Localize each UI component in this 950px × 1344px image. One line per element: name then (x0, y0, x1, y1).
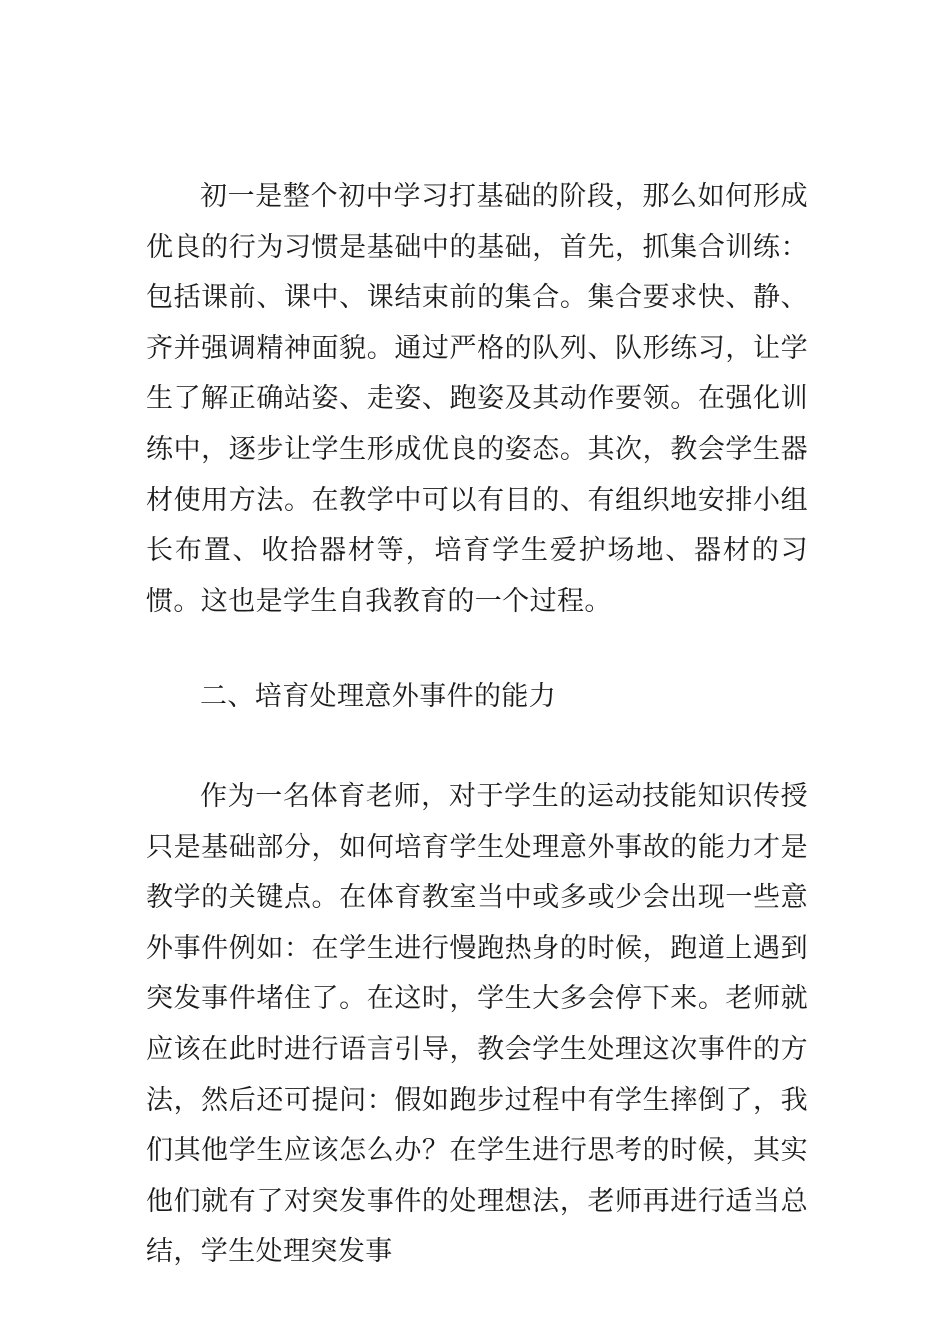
section-heading: 二、培育处理意外事件的能力 (200, 681, 557, 712)
body-paragraph: 作为一名体育老师，对于学生的运动技能知识传授只是基础部分，如何培育学生处理意外事故的能力才是教学的关键点。在体育教室当中或多或少会出现一些意外事件例如：在学生进行慢跑热身的时候，跑道上遇到突发事件堵住了。在这时，学生大多会停下来。老师就应该在此时进行语言引导，教会学生处理这次事件的方法，然后还可提问：假如跑步过程中有学生摔倒了，我们其他学生应该怎么办？在学生进行思考的时候，其实他们就有了对突发事件的处理想法，老师再进行适当总结，学生处理突发事 (146, 781, 808, 1268)
body-paragraph: 初一是整个初中学习打基础的阶段，那么如何形成优良的行为习惯是基础中的基础，首先，抓集合训练：包括课前、课中、课结束前的集合。集合要求快、静、齐并强调精神面貌。通过严格的队列、队形练习，让学生了解正确站姿、走姿、跑姿及其动作要领。在强化训练中，逐步让学生形成优良的姿态。其次，教会学生器材使用方法。在教学中可以有目的、有组织地安排小组长布置、收拾器材等，培育学生爱护场地、器材的习惯。这也是学生自我教育的一个过程。 (146, 181, 808, 617)
